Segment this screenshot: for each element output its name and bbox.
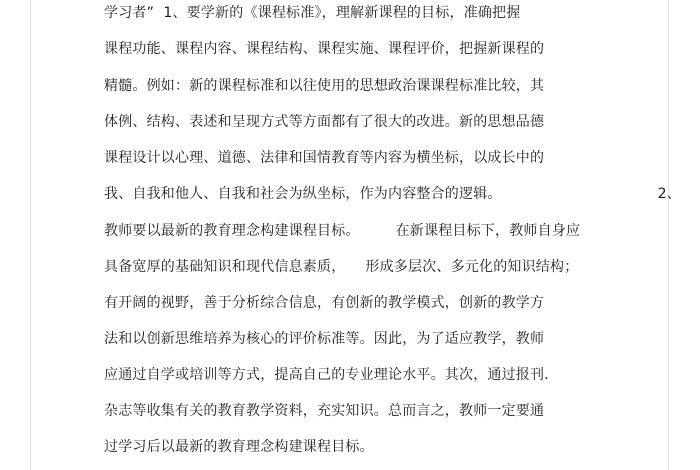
text-line-5: 课程设计以心理、道德、法律和国情教育等内容为横坐标，以成长中的	[104, 150, 545, 166]
text-line-7	[104, 222, 580, 240]
list-marker-2: 2、	[657, 186, 681, 202]
text-line-11: 应通过自学或培训等方式，提高自己的专业理论水平。其次，通过报刊.	[104, 367, 549, 383]
text-line-10: 法和以创新思维培养为核心的评价标准等。因此，为了适应教学，教师	[104, 331, 545, 347]
text-line-8-continued: 形成多层次、多元化的知识结构；	[365, 259, 579, 275]
text-line-8	[104, 258, 578, 276]
text-line-1: 学习者” 1、要学新的《课程标准》，理解新课程的目标，准确把握	[104, 5, 521, 21]
text-line-8-main: 具备宽厚的基础知识和现代信息素质，	[104, 259, 346, 275]
text-line-12: 杂志等收集有关的教育教学资料，充实知识。总而言之，教师一定要通	[104, 403, 545, 419]
text-line-2: 课程功能、课程内容、课程结构、课程实施、课程评价，把握新课程的	[104, 41, 545, 57]
text-line-3: 精髓。例如：新的课程标准和以往使用的思想政治课课程标准比较，其	[104, 78, 545, 94]
text-line-13: 过学习后以最新的教育理念构建课程目标。	[104, 439, 374, 455]
text-line-9: 有开阔的视野，善于分析综合信息，有创新的教学模式，创新的教学方	[104, 295, 545, 311]
right-margin-line	[668, 0, 669, 470]
text-line-7-continued: 在新课程目标下，教师自身应	[395, 223, 581, 239]
text-line-7-main: 教师要以最新的教育理念构建课程目标。	[104, 223, 360, 239]
text-line-6	[104, 185, 681, 203]
text-line-4: 体例、结构、表述和呈现方式等方面都有了很大的改进。新的思想品德	[104, 114, 545, 130]
left-margin-line	[30, 0, 31, 470]
text-line-6-main: 我、自我和他人、自我和社会为纵坐标，作为内容整合的逻辑。	[104, 186, 502, 202]
